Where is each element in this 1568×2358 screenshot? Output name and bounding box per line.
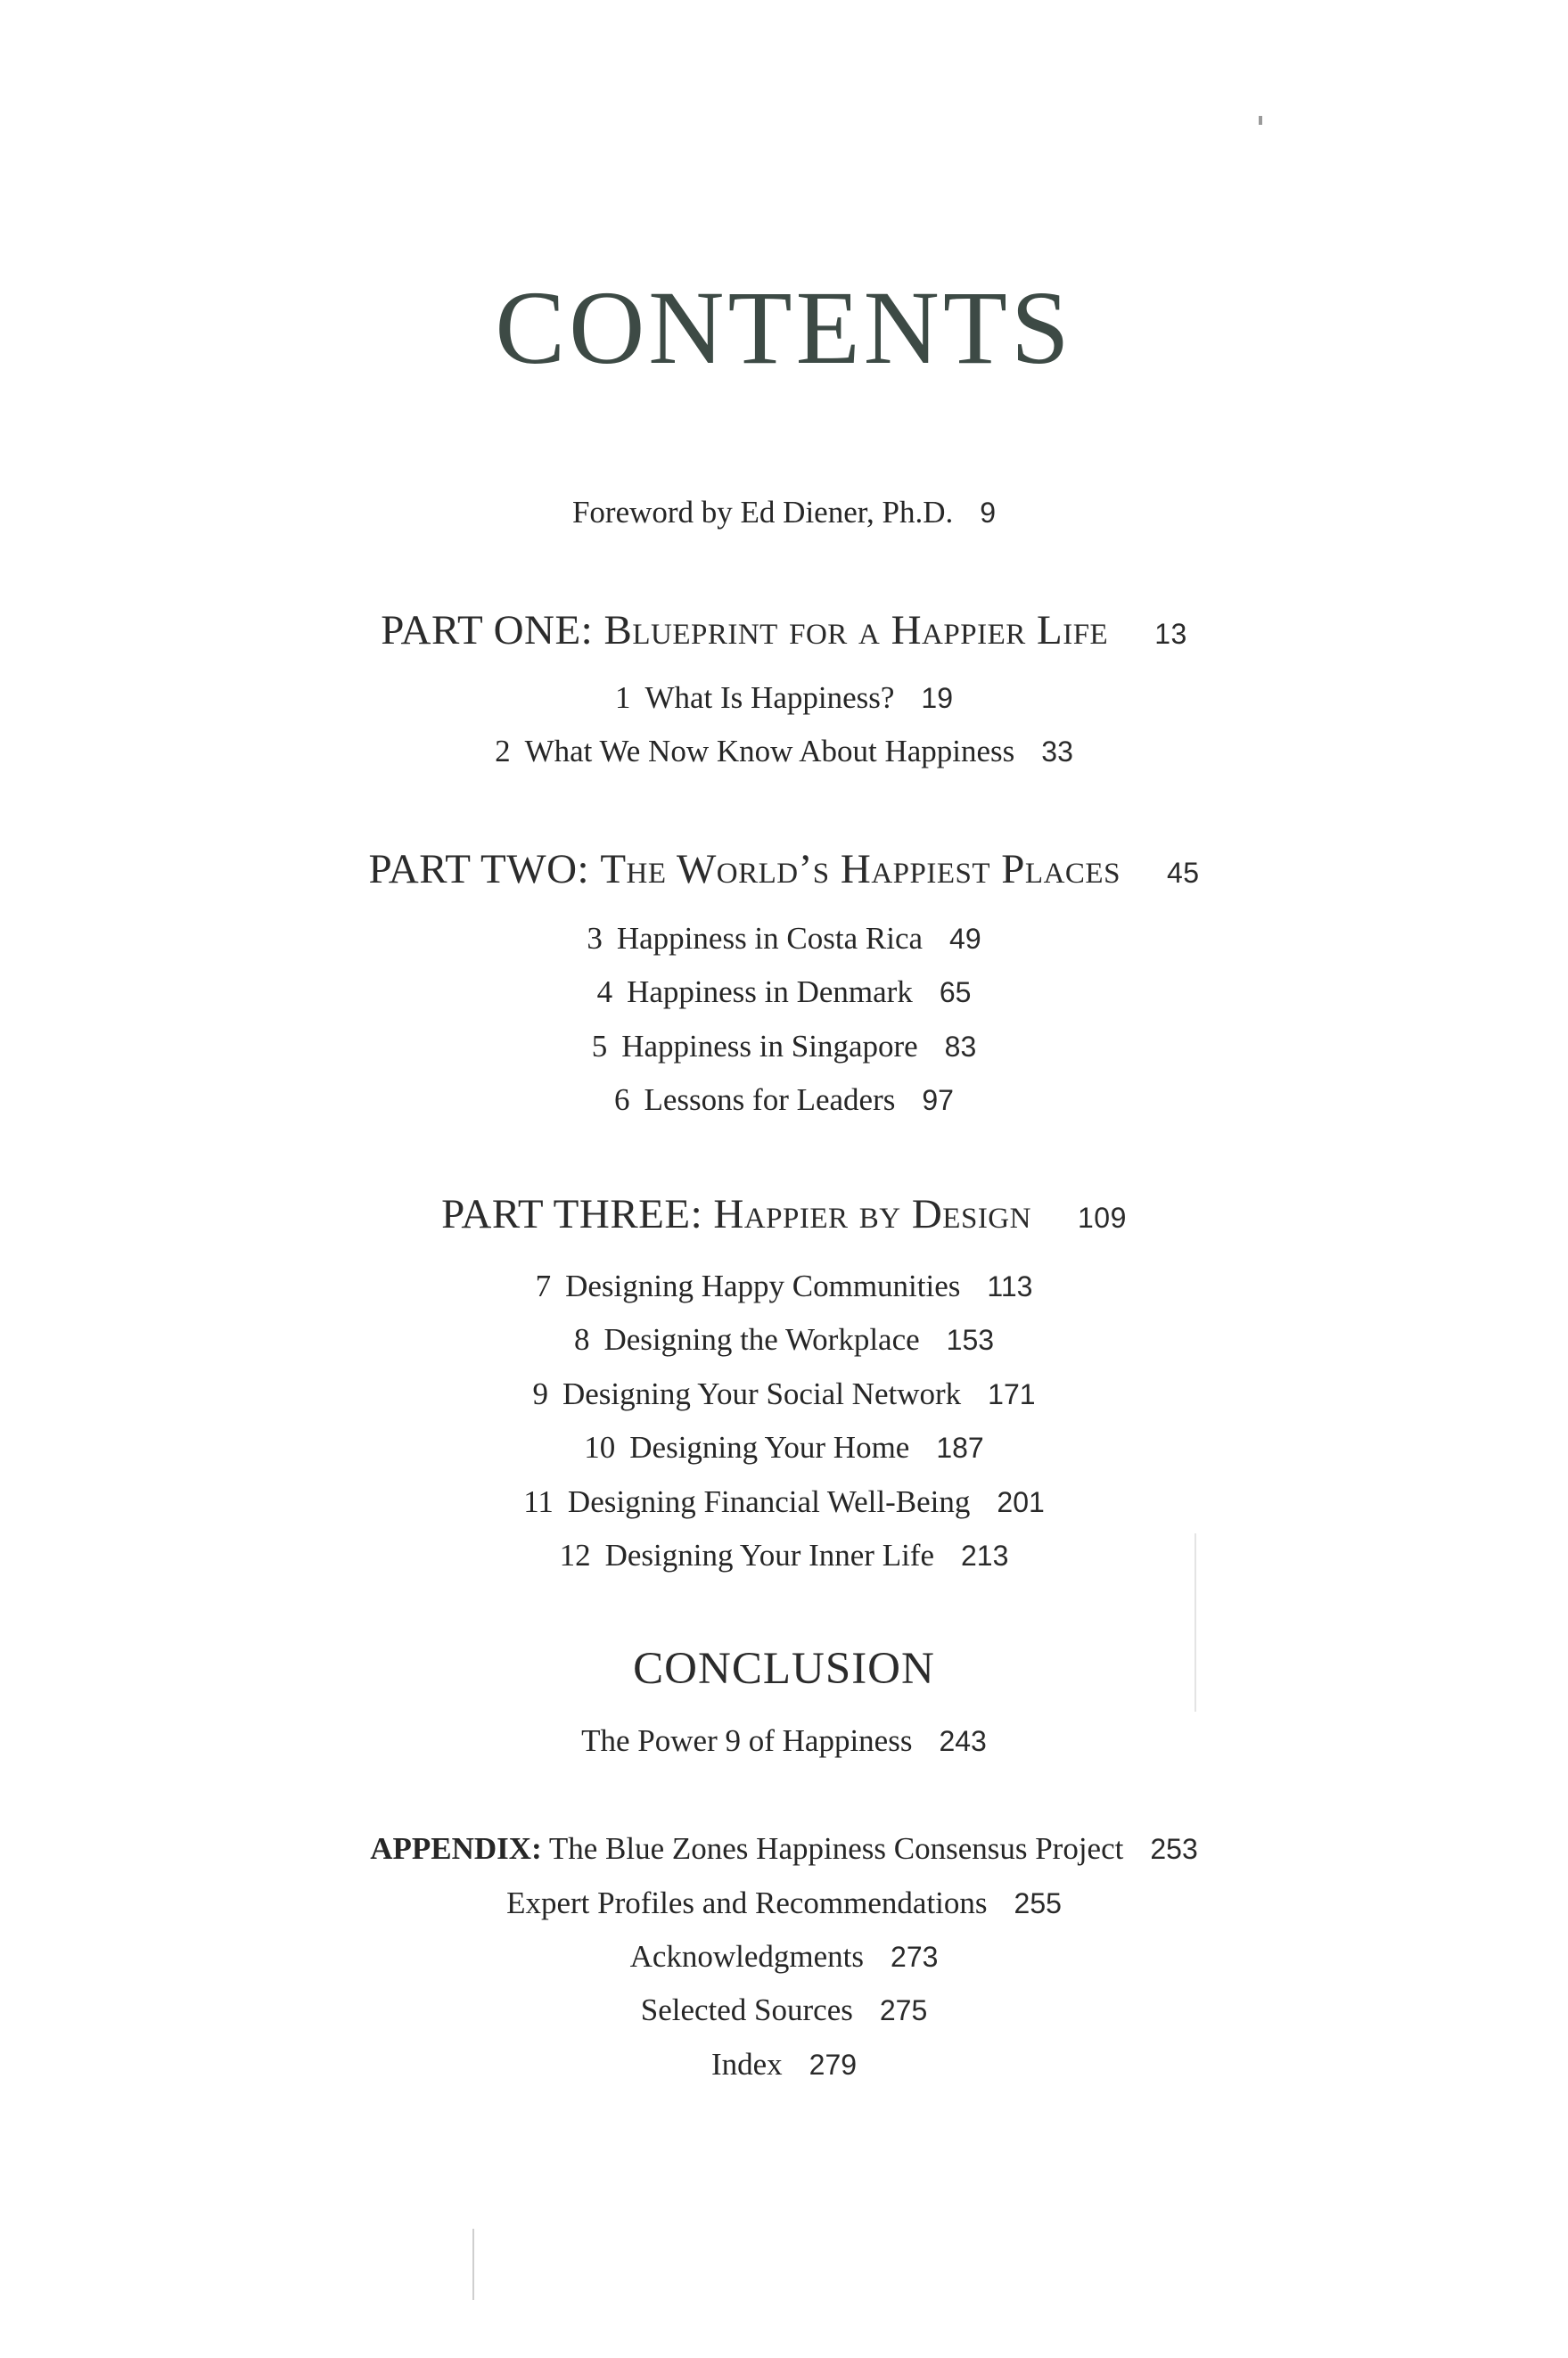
- toc-chapter[interactable]: [0, 1430, 1568, 1466]
- entry-title: Expert Profiles and Recommendations: [506, 1886, 988, 1920]
- appendix-label: APPENDIX:: [370, 1831, 542, 1866]
- toc-chapter[interactable]: [0, 974, 1568, 1010]
- part-name: The World’s Happiest Places: [600, 846, 1121, 892]
- chapter-page-number: 187: [936, 1432, 984, 1464]
- entry-page-number: 273: [891, 1941, 939, 1973]
- entry-page-number: 275: [879, 1994, 928, 2026]
- chapter-number: 6: [614, 1082, 630, 1117]
- scan-artifact: [1259, 116, 1262, 125]
- chapter-page-number: 33: [1041, 735, 1073, 768]
- part-page-number: 45: [1166, 857, 1200, 889]
- chapter-title: Designing Your Social Network: [562, 1376, 962, 1411]
- chapter-title: Designing Financial Well-Being: [567, 1484, 971, 1519]
- chapter-page-number: 171: [988, 1378, 1036, 1410]
- chapter-page-number: 19: [921, 682, 953, 714]
- chapter-number: 10: [584, 1430, 616, 1465]
- toc-part-one[interactable]: [0, 606, 1568, 654]
- chapter-page-number: 201: [997, 1486, 1045, 1518]
- chapter-number: 9: [532, 1376, 548, 1411]
- chapter-page-number: 113: [987, 1270, 1033, 1302]
- chapter-number: 7: [535, 1269, 552, 1303]
- scan-artifact: [1194, 1533, 1196, 1712]
- chapter-title: What Is Happiness?: [644, 680, 895, 715]
- toc-part-three[interactable]: [0, 1190, 1568, 1238]
- page-title: CONTENTS: [495, 269, 1073, 386]
- toc-chapter[interactable]: [0, 1269, 1568, 1304]
- toc-back-matter-entry[interactable]: [0, 1886, 1568, 1921]
- chapter-number: 3: [587, 921, 603, 956]
- chapter-title: Designing Happy Communities: [565, 1269, 961, 1303]
- chapter-title: Happiness in Denmark: [627, 974, 913, 1009]
- toc-chapter[interactable]: [0, 1484, 1568, 1520]
- chapter-title: Designing Your Inner Life: [604, 1538, 934, 1573]
- entry-page-number: 255: [1014, 1887, 1062, 1919]
- part-name: Blueprint for a Happier Life: [603, 607, 1109, 653]
- part-page-number: 13: [1154, 618, 1187, 650]
- entry-page-number: 243: [939, 1725, 987, 1757]
- toc-back-matter-entry[interactable]: [0, 1939, 1568, 1975]
- toc-chapter[interactable]: [0, 921, 1568, 957]
- entry-title: Acknowledgments: [629, 1939, 865, 1974]
- toc-chapter[interactable]: [0, 1029, 1568, 1064]
- chapter-title: Designing Your Home: [629, 1430, 910, 1465]
- entry-page-number: 253: [1150, 1833, 1198, 1865]
- toc-back-matter-entry[interactable]: [0, 1992, 1568, 2028]
- toc-chapter[interactable]: [0, 1322, 1568, 1358]
- chapter-page-number: 83: [944, 1031, 977, 1063]
- chapter-number: 5: [591, 1029, 608, 1064]
- chapter-page-number: 49: [949, 923, 981, 955]
- chapter-number: 2: [495, 734, 511, 768]
- chapter-page-number: 97: [922, 1084, 954, 1116]
- part-prefix: PART ONE:: [381, 607, 594, 653]
- entry-title: Foreword by Ed Diener, Ph.D.: [571, 495, 954, 530]
- chapter-title: What We Now Know About Happiness: [524, 734, 1015, 768]
- entry-page-number: 279: [809, 2049, 858, 2081]
- chapter-number: 12: [559, 1538, 591, 1573]
- chapter-page-number: 65: [939, 976, 972, 1008]
- toc-conclusion-heading: CONCLUSION: [633, 1644, 935, 1694]
- chapter-title: Lessons for Leaders: [644, 1082, 896, 1117]
- toc-chapter[interactable]: [0, 1538, 1568, 1573]
- toc-conclusion-entry[interactable]: [0, 1723, 1568, 1759]
- part-prefix: PART TWO:: [368, 846, 590, 892]
- entry-title: The Blue Zones Happiness Consensus Project: [548, 1831, 1124, 1866]
- chapter-title: Happiness in Costa Rica: [616, 921, 924, 956]
- part-prefix: PART THREE:: [441, 1191, 703, 1237]
- chapter-number: 1: [614, 680, 631, 715]
- entry-title: The Power 9 of Happiness: [581, 1723, 913, 1758]
- chapter-page-number: 153: [946, 1324, 995, 1356]
- part-page-number: 109: [1077, 1202, 1127, 1234]
- entry-page-number: 9: [980, 497, 997, 529]
- toc-back-matter-entry[interactable]: [0, 2047, 1568, 2083]
- entry-title: Selected Sources: [640, 1992, 853, 2027]
- chapter-page-number: 213: [961, 1540, 1009, 1572]
- chapter-title: Designing the Workplace: [603, 1322, 920, 1357]
- chapter-number: 8: [573, 1322, 590, 1357]
- toc-chapter[interactable]: [0, 734, 1568, 769]
- chapter-number: 4: [596, 974, 613, 1009]
- part-name: Happier by Design: [713, 1191, 1031, 1237]
- entry-title: Index: [710, 2047, 783, 2082]
- toc-chapter[interactable]: [0, 680, 1568, 716]
- scan-artifact: [472, 2229, 474, 2300]
- toc-part-two[interactable]: [0, 845, 1568, 893]
- toc-chapter[interactable]: [0, 1082, 1568, 1118]
- toc-chapter[interactable]: [0, 1376, 1568, 1412]
- toc-appendix[interactable]: [0, 1831, 1568, 1867]
- chapter-number: 11: [523, 1484, 554, 1519]
- chapter-title: Happiness in Singapore: [621, 1029, 918, 1064]
- toc-entry-foreword[interactable]: [0, 495, 1568, 530]
